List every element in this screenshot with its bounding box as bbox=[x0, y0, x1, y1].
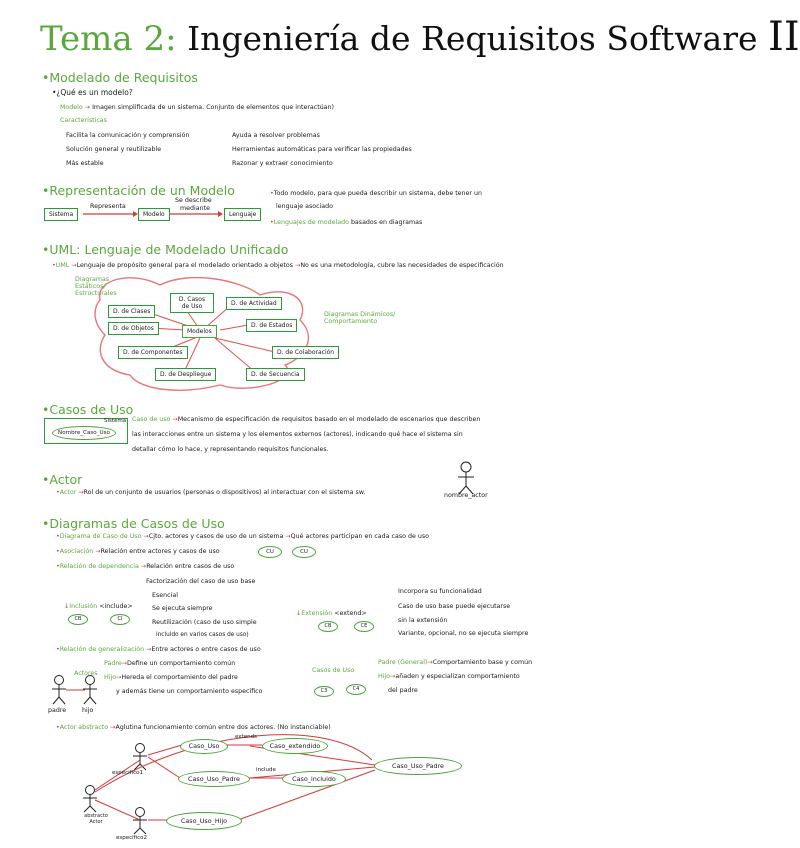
question-modelo: •¿Qué es un modelo? bbox=[52, 88, 133, 97]
car-right-2: Herramientas automáticas para verificar las propiedades bbox=[232, 146, 412, 153]
car-left-2: Solución general y reutilizable bbox=[66, 146, 162, 153]
inc-item-3: Se ejecuta siempre bbox=[152, 605, 213, 612]
mediante-label: mediante bbox=[180, 205, 210, 212]
gen-c4-oval: C4 bbox=[346, 684, 366, 695]
title-numeral: II bbox=[768, 14, 800, 60]
note-lenguajes-modelado: •Lenguajes de modelado basados en diagramas bbox=[270, 219, 423, 226]
ex-especifico1-label: especifico1 bbox=[112, 770, 144, 776]
inc-item-5: incluido en varios casos de uso) bbox=[156, 632, 249, 638]
inclusion-label: ↓Inclusión <include> bbox=[64, 603, 133, 610]
se-describe-label: Se describe bbox=[175, 197, 212, 204]
diagramas-estaticos-label: Diagramas Estáticos/ Estructurales bbox=[75, 276, 117, 297]
car-left-3: Más estable bbox=[66, 160, 104, 167]
uml-center-modelos: Modelos bbox=[182, 325, 217, 338]
uml-d-objetos: D. de Objetos bbox=[108, 322, 159, 335]
ex-abstract-actor-label: abstracto Actor bbox=[84, 813, 108, 825]
uml-d-clases: D. de Clases bbox=[108, 305, 155, 318]
ext-item-3: sin la extensión bbox=[398, 617, 448, 624]
car-right-1: Ayuda a resolver problemas bbox=[232, 132, 320, 139]
gen-hijo-def2: y además tiene un comportamiento específico bbox=[116, 688, 263, 695]
uml-d-colaboracion: D. de Colaboración bbox=[272, 346, 339, 359]
section-casos-uso-heading: •Casos de Uso bbox=[42, 402, 134, 417]
actor-figure-icon bbox=[458, 462, 474, 494]
extension-label: ↓Extensión <extend> bbox=[296, 610, 367, 617]
gen-hijo-g-def: Hijo→añaden y especializan comportamiento bbox=[378, 673, 520, 680]
actor-abstracto-definition: •Actor abstracto →Aglutina funcionamiento común entre dos actores. (No instanciable) bbox=[56, 724, 331, 731]
note-todo-modelo: •Todo modelo, para que pueda describir un sistema, debe tener un bbox=[270, 190, 482, 197]
asoc-cu-oval-2: CU bbox=[292, 546, 316, 558]
ext-item-2: Caso de uso base puede ejecutarse bbox=[398, 603, 511, 610]
actor-definition: •Actor →Rol de un conjunto de usuarios (personas o dispositivos) al interactuar con el sistema sw. bbox=[56, 489, 366, 496]
ext-item-4: Variante, opcional, no se ejecuta siempre bbox=[398, 630, 529, 637]
system-box-label: Sistema bbox=[104, 418, 127, 424]
ex-include-label: include bbox=[256, 767, 276, 773]
modelo-label: Modelo bbox=[60, 104, 83, 111]
ex-caso-hijo-oval: Caso_Uso_Hijo bbox=[166, 812, 242, 830]
uml-d-estados: D. de Estados bbox=[246, 319, 297, 332]
gen-hijo-g-def2: del padre bbox=[388, 687, 418, 694]
section-actor-heading: •Actor bbox=[42, 472, 83, 487]
title-sub: Ingeniería de Requisitos Software bbox=[187, 19, 758, 58]
padre-figure-label: padre bbox=[48, 707, 67, 714]
inc-cb-oval: CB bbox=[68, 614, 88, 625]
gen-padre-g-def: Padre (General)→Comportamiento base y común bbox=[378, 659, 533, 666]
ex-caso-extendido-oval: Caso_extendido bbox=[262, 738, 328, 754]
car-left-1: Facilita la comunicación y comprensión bbox=[66, 132, 190, 139]
ext-item-1: Incorpora su funcionalidad bbox=[398, 588, 482, 595]
modelo-definition: Imagen simplificada de un sistema. Conjunto de elementos que interactúan) bbox=[92, 104, 334, 111]
diagramas-dinamicos-label: Diagramas Dinámicos/ Comportamiento bbox=[324, 311, 396, 325]
ex-caso-padre-right-oval: Caso_Uso_Padre bbox=[374, 757, 462, 775]
modelo-box: Modelo bbox=[138, 208, 170, 221]
section-uml-heading: •UML: Lenguaje de Modelado Unificado bbox=[42, 242, 289, 257]
hijo-figure-label: hijo bbox=[82, 707, 94, 714]
gen-c3-oval: C3 bbox=[314, 686, 334, 697]
ext-ce-oval: CE bbox=[354, 621, 374, 632]
ex-caso-uso-oval: Caso_Uso bbox=[180, 739, 228, 754]
gen-hijo-def: Hijo→Hereda el comportamiento del padre bbox=[104, 674, 238, 681]
asoc-cu-oval-1: CU bbox=[258, 546, 282, 558]
nombre-actor-label: nombre_actor bbox=[444, 492, 488, 499]
gen-actores-label: Actores bbox=[74, 670, 98, 677]
representa-label: Representa bbox=[90, 203, 126, 210]
sistema-box: Sistema bbox=[44, 208, 78, 221]
uml-d-despliegue: D. de Despliegue bbox=[155, 368, 216, 381]
ex-caso-incluido-oval: Caso_incluido bbox=[282, 771, 346, 787]
lenguaje-box: Lenguaje bbox=[224, 208, 261, 221]
inc-ci-oval: CI bbox=[110, 614, 130, 625]
dependencia-definition: •Relación de dependencia →Relación entre casos de uso bbox=[56, 563, 235, 570]
modelo-line: Modelo → Imagen simplificada de un sistema. Conjunto de elementos que interactúan) bbox=[60, 104, 334, 111]
gen-casos-uso-label: Casos de Uso bbox=[312, 667, 355, 674]
inc-item-1: Factorización del caso de uso base bbox=[146, 578, 256, 585]
ext-cb-oval: CB bbox=[318, 621, 338, 632]
uml-definition: •UML →Lenguaje de propósito general para el modelado orientado a objetos →No es una metodología, cubre las necesidades de especificación bbox=[52, 262, 504, 269]
inc-item-4: Reutilización (caso de uso simple bbox=[152, 619, 257, 626]
uml-d-casos: D. Casos de Uso bbox=[170, 293, 214, 313]
ex-caso-padre-oval: Caso_Uso_Padre bbox=[178, 771, 250, 787]
generalizacion-definition: •Relación de generalización →Entre actores o entre casos de uso bbox=[56, 646, 261, 653]
section-modelado-heading: •Modelado de Requisitos bbox=[42, 70, 198, 85]
ex-especifico2-label: especifico2 bbox=[116, 835, 148, 841]
caso-uso-line2: las interacciones entre un sistema y los elementos externos (actores), indicando qué hace el sistema sin bbox=[132, 431, 463, 438]
caso-uso-line3: detallar cómo lo hace, y representando requisitos funcionales. bbox=[132, 446, 329, 453]
gen-padre-def: Padre→Define un comportamiento común bbox=[104, 660, 236, 667]
section-diagramas-heading: •Diagramas de Casos de Uso bbox=[42, 516, 225, 531]
uml-d-actividad: D. de Actividad bbox=[226, 297, 282, 310]
caracteristicas-label: Características bbox=[60, 117, 107, 124]
asociacion-definition: •Asociación →Relación entre actores y casos de uso bbox=[56, 548, 220, 555]
note-lenguaje-asociado: lenguaje asociado bbox=[276, 203, 333, 210]
uml-d-componentes: D. de Componentes bbox=[118, 346, 188, 359]
title-main: Tema 2: bbox=[40, 19, 177, 59]
section-representacion-heading: •Representación de un Modelo bbox=[42, 183, 235, 198]
uml-d-secuencia: D. de Secuencia bbox=[246, 368, 305, 381]
inc-item-2: Esencial bbox=[152, 592, 178, 599]
dcu-definition: •Diagrama de Caso de Uso →Cjto. actores y casos de uso de un sistema →Qué actores participan en cada caso de uso bbox=[56, 533, 429, 540]
ex-extends-label: extends bbox=[235, 734, 257, 740]
use-case-oval-example: Nombre_Caso_Uso bbox=[52, 426, 116, 440]
car-right-3: Razonar y extraer conocimiento bbox=[232, 160, 333, 167]
caso-uso-line1: Caso de uso →Mecanismo de especificación de requisitos basado en el modelado de escenarios que describen bbox=[132, 416, 481, 423]
